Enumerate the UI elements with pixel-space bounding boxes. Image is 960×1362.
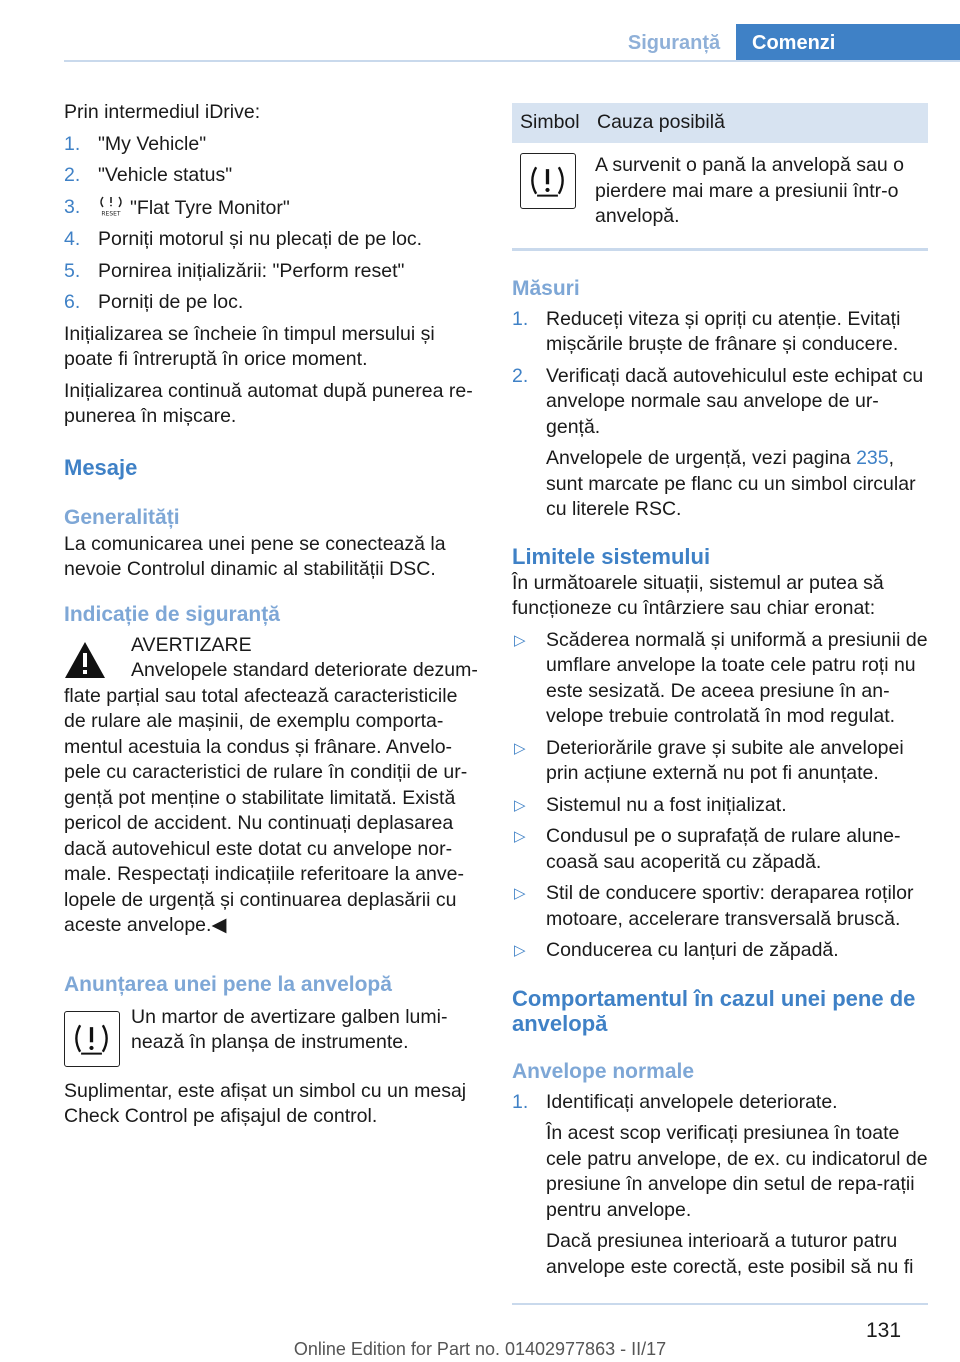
limitele-list bbox=[512, 628, 928, 964]
masuri-item: 1. Reduceți viteza și opriți cu atenție. Evitați mișcările bruște de frânare și conducere. bbox=[512, 307, 901, 355]
right-column bbox=[512, 103, 928, 1286]
edition-footer: Online Edition for Part no. 01402977863 - II/17 bbox=[293, 1339, 667, 1359]
list-item: ▷ Deteriorările grave și subite ale anvelopei prin acțiune externă nu pot fi anunțate. bbox=[514, 736, 904, 784]
heading-comportament: Comportamentul în cazul unei pene de anvelopă bbox=[512, 985, 916, 1036]
symbol-table bbox=[512, 103, 928, 242]
heading-limitele: Limitele sistemului bbox=[512, 543, 711, 569]
masuri-item: 2. Verificați dacă autovehiculul este echipat cu anvelope normale sau anvelope de ur-gență. Anvelopele de urgență, vezi pagina 235, sunt marcate pe flanc cu un simbol circular cu literele RSC. bbox=[512, 364, 928, 523]
idrive-intro: Prin intermediul iDrive: bbox=[64, 101, 261, 123]
list-item: ▷ Condusul pe o suprafață de rulare alune-coasă sau acoperită cu zăpadă. bbox=[514, 825, 901, 873]
indicator-para: Un martor de avertizare galben lumi-nează în planșa de instrumente. bbox=[131, 1005, 448, 1053]
list-item: ▷ Conducerea cu lanțuri de zăpadă. bbox=[512, 938, 928, 964]
init-para-2: Inițializarea continuă automat după punerea re-punerea în mișcare. bbox=[64, 379, 473, 427]
step-item: 6. Porniți de pe loc. bbox=[64, 291, 244, 313]
masuri-sub-para: Anvelopele de urgență, vezi pagina 235, sunt marcate pe flanc cu un simbol circular cu literele RSC. bbox=[546, 447, 916, 520]
list-item: ▷ Scăderea normală și uniformă a presiunii de umflare anvelope la toate cele patru roți nu este sesizată. De aceea presiune în an-velope trebuie controlată în mod regulat. bbox=[514, 628, 928, 727]
warning-text: Anvelopele standard deteriorate dezum-flate parțial sau total afectează caracteristicile de rulare ale mașinii, de exemplu comporta-mentul acestuia la condus și frânare. Anvelo-pele cu caracteristici de rulare în condiții de ur-gență pot menține o stabilitate limitată. Există pericol de accident. Nu continuați deplasarea dacă autovehicul este dotat cu anvelope nor-male. Respectați indicațiile referitoare la anve-lopele de urgență și continuarea deplasării cu aceste anvelope.◀ bbox=[64, 659, 478, 936]
heading-anvelope-normale: Anvelope normale bbox=[512, 1059, 695, 1083]
table-cell-cauza: A survenit o pană la anvelopă sau o pierdere mai mare a presiunii într-o anvelopă. bbox=[595, 154, 904, 227]
normale-sub-para-2: Dacă presiunea interioară a tuturor patru anvelope este corectă, este posibil să nu fi bbox=[546, 1230, 914, 1278]
table-header-cauza: Cauza posibilă bbox=[589, 103, 928, 143]
heading-mesaje: Mesaje bbox=[64, 454, 138, 480]
list-item: ▷ Sistemul nu a fost inițializat. bbox=[512, 793, 928, 819]
init-para-1: Inițializarea se încheie în timpul mersului și poate fi întreruptă în orice moment. bbox=[64, 322, 435, 370]
warning-title: AVERTIZARE bbox=[131, 633, 252, 656]
page-link-235[interactable]: 235 bbox=[856, 447, 889, 469]
bullet-triangle-icon: ▷ bbox=[514, 828, 526, 845]
step-item: 4. Porniți motorul și nu plecați de pe loc. bbox=[64, 228, 423, 250]
tyre-reset-icon bbox=[98, 195, 124, 217]
list-item: ▷ Stil de conducere sportiv: deraparea roților motoare, accelerare transversală bruscă. bbox=[514, 882, 914, 930]
bullet-triangle-icon: ▷ bbox=[514, 739, 526, 757]
table-header-simbol: Simbol bbox=[512, 103, 589, 143]
bullet-triangle-icon: ▷ bbox=[514, 796, 526, 814]
warning-triangle-icon bbox=[64, 641, 106, 679]
limitele-intro: În următoarele situații, sistemul ar putea să funcționeze cu întârziere sau chiar eronat: bbox=[512, 571, 884, 619]
indicator-block bbox=[64, 1005, 478, 1065]
header-rule bbox=[64, 60, 960, 62]
heading-indicatie: Indicație de siguranță bbox=[64, 602, 280, 626]
heading-masuri: Măsuri bbox=[512, 276, 580, 300]
warning-block bbox=[64, 633, 478, 659]
bullet-triangle-icon: ▷ bbox=[514, 885, 526, 902]
tyre-pressure-indicator-icon bbox=[64, 1011, 120, 1067]
dsc-para: La comunicarea unei pene se conectează la nevoie Controlul dinamic al stabilității DSC. bbox=[64, 532, 446, 580]
bullet-triangle-icon: ▷ bbox=[514, 631, 526, 649]
normale-list bbox=[512, 1090, 928, 1281]
idrive-steps bbox=[64, 132, 478, 316]
table-row bbox=[512, 143, 928, 242]
tyre-pressure-symbol-icon bbox=[520, 153, 576, 209]
normale-sub-para-1: În acest scop verificați presiunea în toate cele patru anvelope, de ex. cu indicatorul de presiune în anvelope din setul de repa-rații pentru anvelope. bbox=[546, 1122, 928, 1221]
step-item: 3. RESET "Flat Tyre Monitor" bbox=[64, 195, 290, 219]
svg-text:RESET: RESET bbox=[101, 210, 121, 217]
footer-rule bbox=[512, 1303, 928, 1305]
step-item: 2. "Vehicle status" bbox=[64, 164, 233, 186]
check-control-para: Suplimentar, este afișat un simbol cu un mesaj Check Control pe afișajul de control. bbox=[64, 1079, 467, 1127]
step-item: 1. "My Vehicle" bbox=[64, 132, 207, 155]
step-item: 5. Pornirea inițializării: "Perform reset" bbox=[64, 259, 405, 282]
masuri-list bbox=[512, 307, 928, 523]
left-column bbox=[64, 100, 478, 1136]
tab-comenzi[interactable]: Comenzi bbox=[736, 24, 960, 62]
table-divider bbox=[512, 248, 928, 251]
heading-generalitati: Generalități bbox=[64, 505, 180, 529]
heading-anuntarea: Anunțarea unei pene la anvelopă bbox=[64, 972, 392, 996]
bullet-triangle-icon: ▷ bbox=[514, 942, 526, 959]
normale-item: 1. Identificați anvelopele deteriorate. În acest scop verificați presiunea în toate cele patru anvelope, de ex. cu indicatorul de presiune în anvelope din setul de repa-rații pentru anvelope. Dacă presiunea interioară a tuturor patru anvelope este corectă, este posibil să nu fi bbox=[512, 1090, 928, 1281]
tab-siguranta[interactable]: Siguranță bbox=[627, 32, 721, 54]
page-number: 131 bbox=[866, 1319, 902, 1342]
